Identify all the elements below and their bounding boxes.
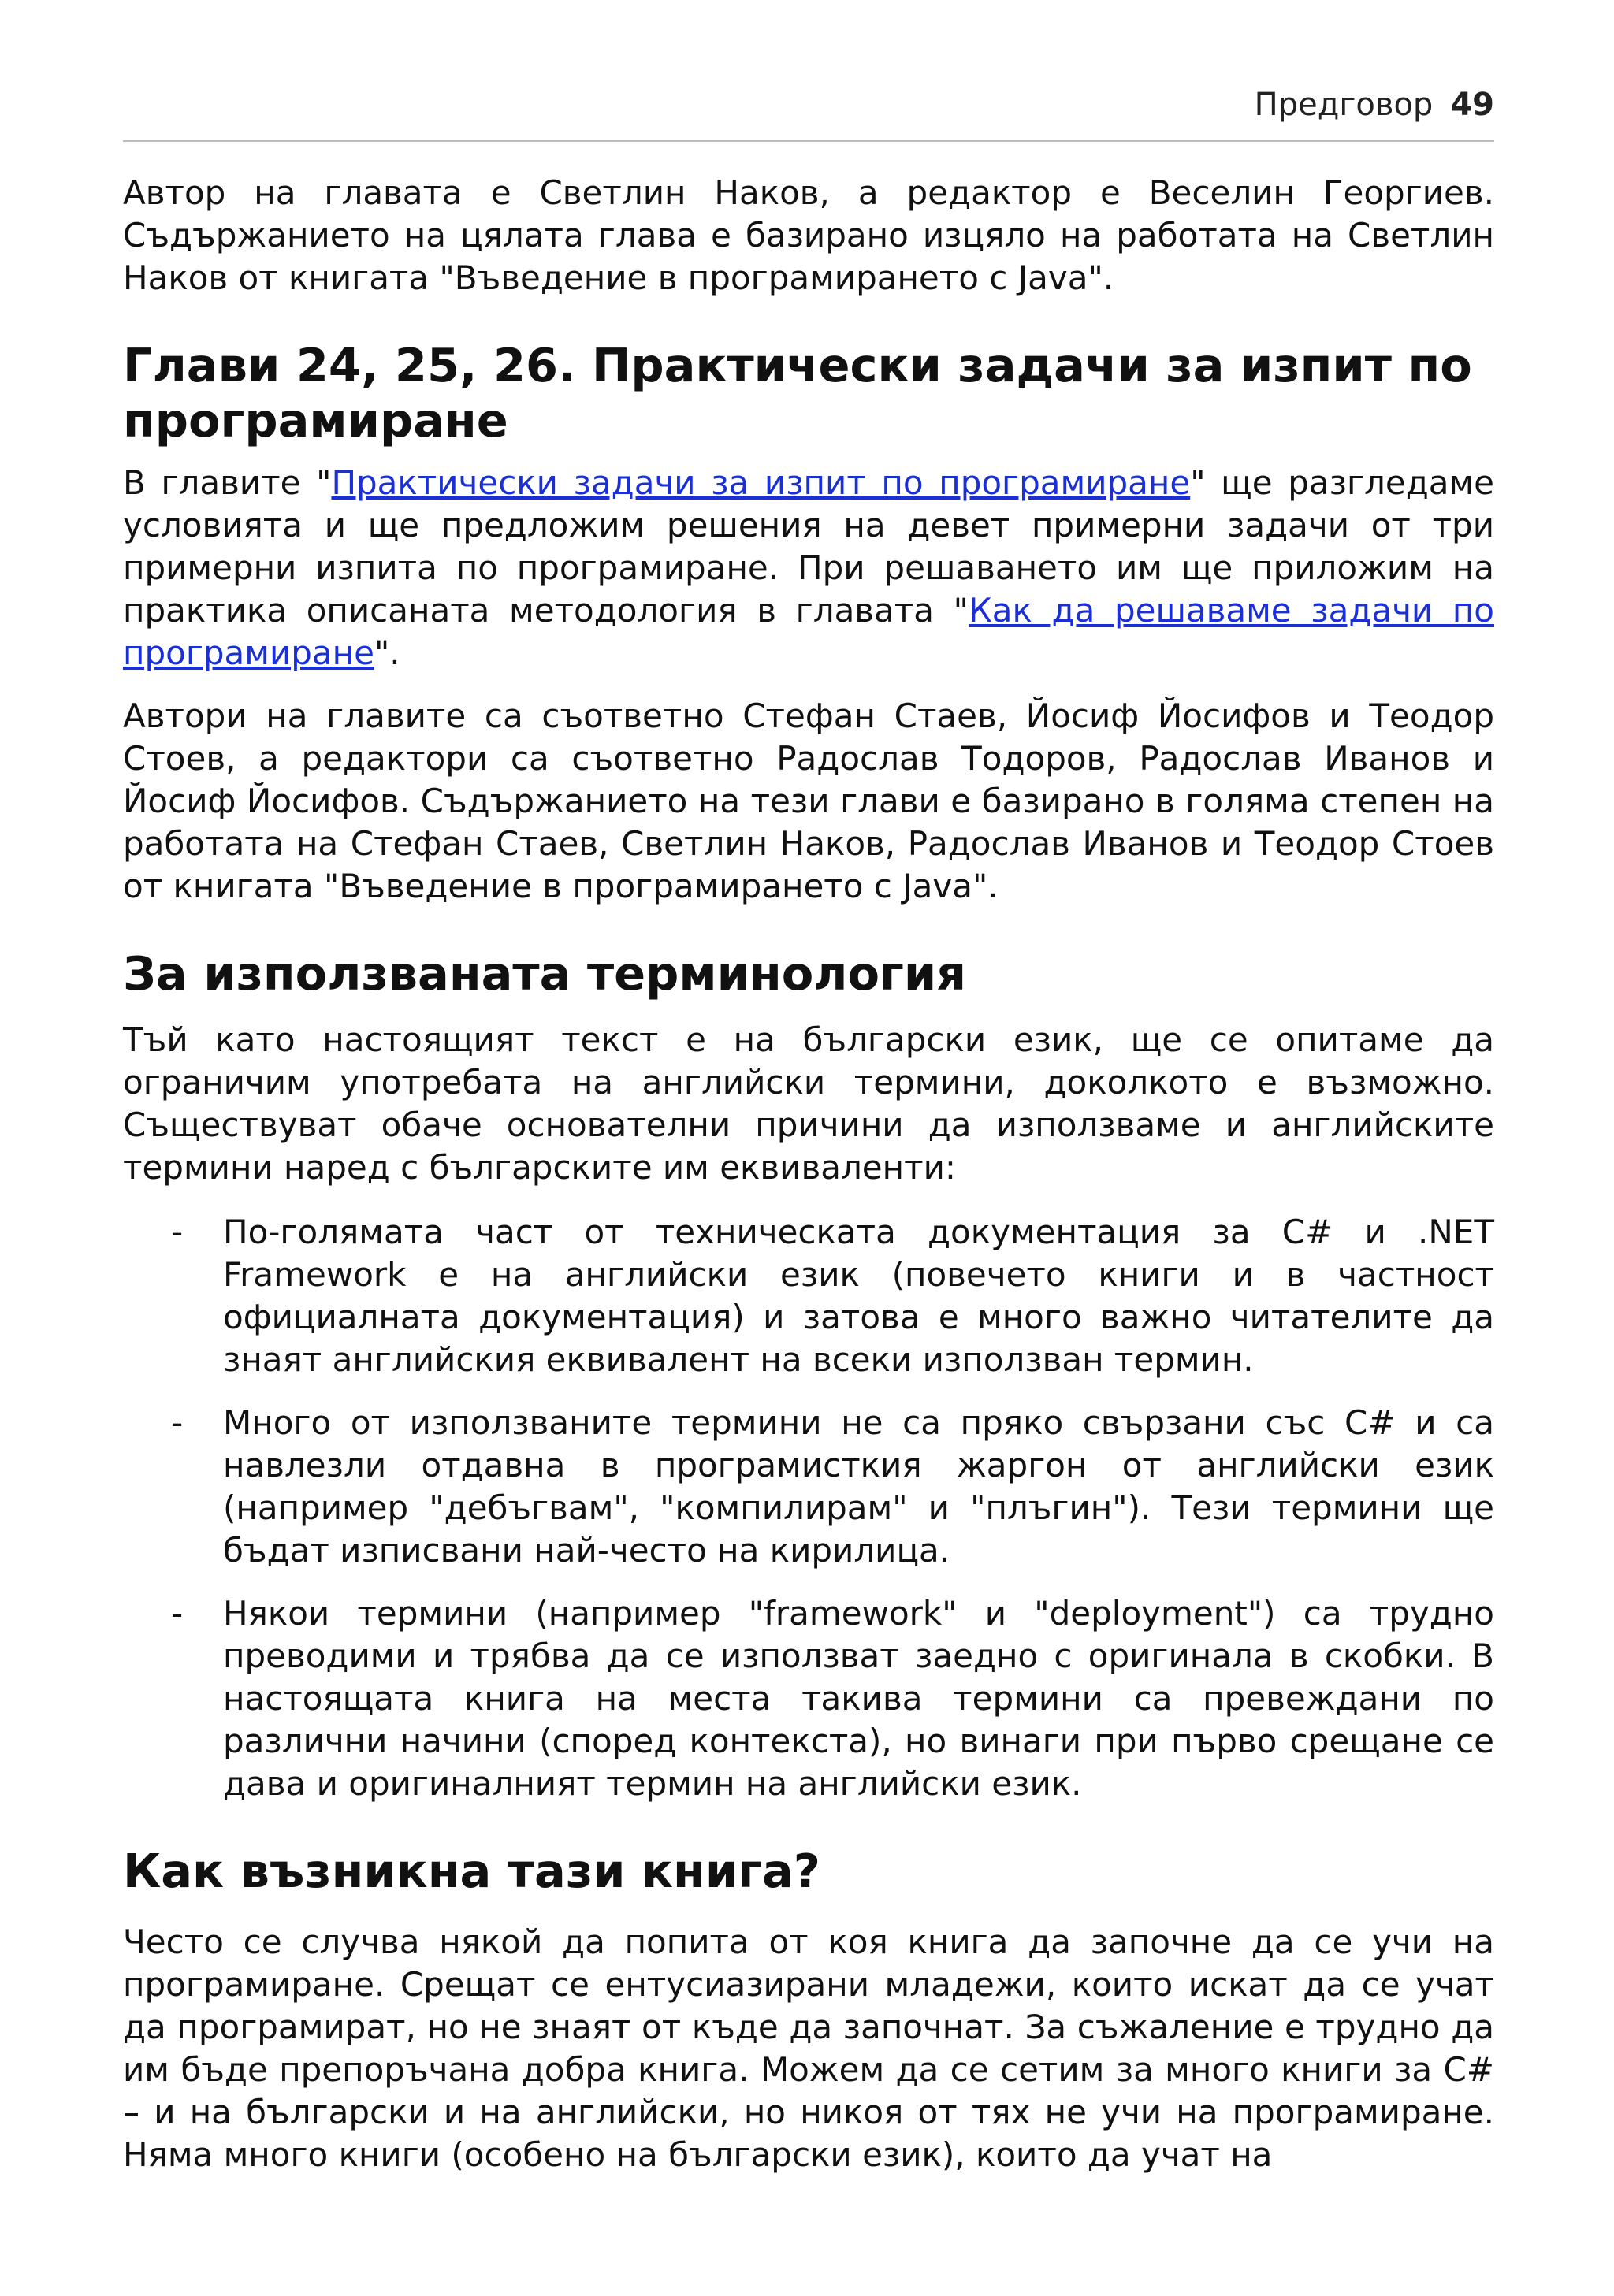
paragraph-text: ".: [374, 633, 400, 672]
paragraph-text: В главите ": [123, 463, 332, 502]
list-item-text: По-голямата част от техническата документация за C# и .NET Framework е на английски език (повечето книги и в частност официалната документация) и затова е много важно читателите да знаят английския еквивалент на всеки използван термин.: [223, 1213, 1494, 1379]
page-content: [123, 172, 1494, 2176]
page-number: 49: [1450, 87, 1494, 123]
list-bullet: -: [171, 1403, 184, 1442]
header-divider: [123, 140, 1494, 142]
paragraph-chapter-authors: Автори на главите са съответно Стефан Стаев, Йосиф Йосифов и Теодор Стоев, а редактори са съответно Радослав Тодоров, Радослав Иванов и Йосиф Йосифов. Съдържанието на тези глави е базирано в голяма степен на работата на Стефан Стаев, Светлин Наков, Радослав Иванов и Теодор Стоев от книгата "Въведение в програмирането с Java".: [123, 697, 1494, 905]
paragraph-text: " ще разгледаме условията и ще предложим решения на девет примерни задачи от три примерни изпита по програмиране. При решаването им ще приложим на практика описаната методология в главата ": [123, 463, 1495, 630]
paragraph-chapters-intro: [123, 462, 1494, 674]
list-bullet: -: [171, 1594, 184, 1633]
running-header: [123, 85, 1494, 124]
section-heading-terminology: За използваната терминология: [123, 946, 967, 1001]
terminology-list: [123, 1211, 1494, 1805]
list-bullet: -: [171, 1213, 184, 1251]
list-item: [123, 1592, 1494, 1805]
link-how-to-solve-problems[interactable]: Как да решаваме задачи по програмиране: [123, 591, 1495, 672]
paragraph-book-origin: Често се случва някой да попита от коя книга да започне да се учи на програмиране. Срещат се ентусиазирани младежи, които искат да се учат да програмират, но не знаят от къде да започнат. За съжаление е трудно да им бъде препоръчана добра книга. Можем да се сетим за много книги за C# – и на български и на английски, но никоя от тях не учи на програмиране. Няма много книги (особено на български език), които да учат на: [123, 1923, 1494, 2174]
paragraph-authors-chapter: Автор на главата е Светлин Наков, а редактор е Веселин Георгиев. Съдържанието на цялата глава е базирано изцяло на работата на Светлин Наков от книгата "Въведение в програмирането с Java".: [123, 173, 1494, 297]
paragraph-terminology-intro: Тъй като настоящият текст е на български език, ще се опитаме да ограничим употребата на английски термини, доколкото е възможно. Съществуват обаче основателни причини да използваме и английските термини наред с българските им еквиваленти:: [123, 1020, 1494, 1187]
section-heading-chapters-24-26: Глави 24, 25, 26. Практически задачи за изпит по програмиране: [123, 338, 1472, 448]
list-item: [123, 1211, 1494, 1381]
section-heading-book-origin: Как възникна тази книга?: [123, 1844, 821, 1898]
list-item-text: Много от използваните термини не са пряко свързани със C# и са навлезли отдавна в програмисткия жаргон от английски език (например "дебъгвам", "компилирам" и "плъгин"). Тези термини ще бъдат изписвани най-често на кирилица.: [223, 1403, 1494, 1570]
header-section-title: Предговор: [1254, 87, 1434, 123]
link-practical-exam-tasks[interactable]: Практически задачи за изпит по програмиране: [331, 463, 1191, 502]
list-item: [123, 1402, 1494, 1572]
list-item-text: Някои термини (например "framework" и "deployment") са трудно преводими и трябва да се използват заедно с оригинала в скобки. В настоящата книга на места такива термини са превеждани по различни начини (според контекста), но винаги при първо срещане се дава и оригиналният термин на английски език.: [223, 1594, 1494, 1803]
